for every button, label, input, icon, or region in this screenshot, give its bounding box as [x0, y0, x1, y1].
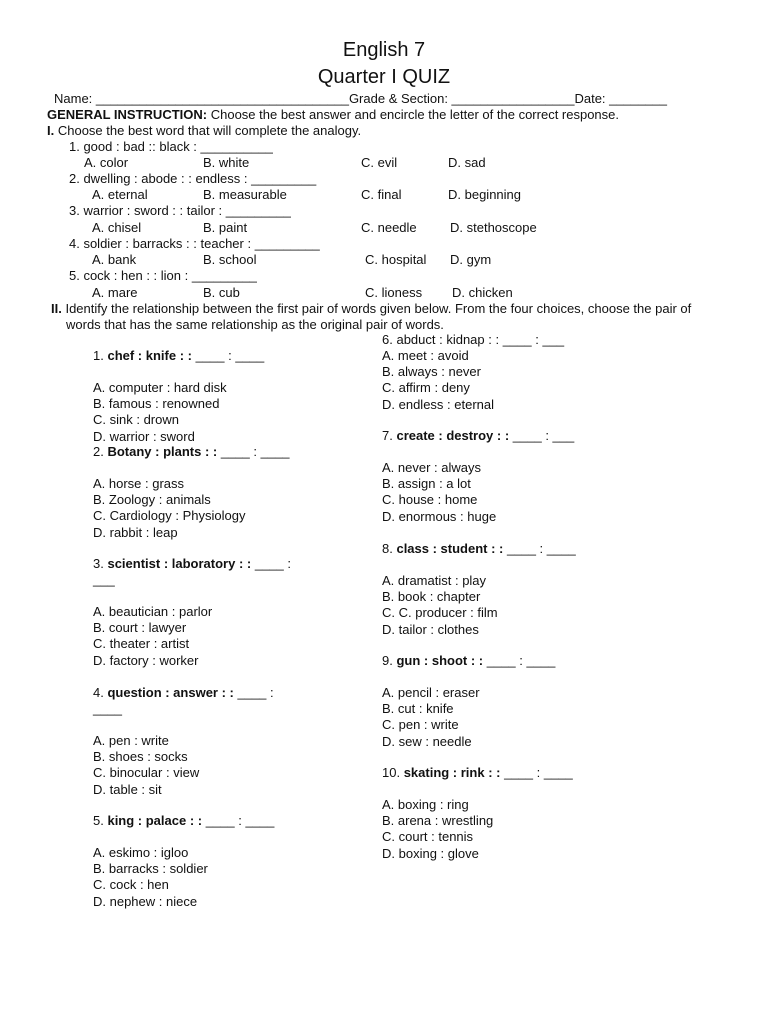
part-2-text-1: Identify the relationship between the first pair of words given below. From the four choices, choose the pair of: [61, 301, 692, 316]
answer-choice: C. affirm : deny: [382, 380, 470, 396]
answer-choice: B. always : never: [382, 364, 481, 380]
word-pair: chef : knife : :: [107, 348, 196, 363]
word-pair: skating : rink : :: [403, 765, 505, 780]
analogy-item: [382, 428, 574, 444]
answer-blank: ____ : ____: [195, 348, 265, 363]
item-number: 5.: [93, 813, 108, 828]
item-number: 1.: [93, 348, 108, 363]
analogy-item: [93, 556, 291, 572]
answer-choice-b: B. measurable: [203, 187, 287, 202]
answer-blank-continued: ____: [93, 701, 122, 716]
answer-blank: ____ :: [254, 556, 291, 571]
answer-choice: D. enormous : huge: [382, 508, 497, 524]
word-pair: abduct : kidnap : :: [396, 332, 503, 347]
analogy-question: 5. cock : hen : : lion : _________: [69, 268, 257, 283]
answer-blank: ____ : ____: [507, 541, 576, 556]
answer-choice: A. computer : hard disk: [93, 380, 227, 395]
quiz-subtitle: Quarter I QUIZ: [317, 66, 451, 88]
answer-blank: ____ :: [237, 685, 274, 700]
part-1-text: Choose the best word that will complete the analogy.: [54, 123, 362, 138]
analogy-question: 2. dwelling : abode : : endless : _________: [69, 171, 317, 186]
answer-choice: A. pen : write: [93, 733, 169, 748]
item-number: 9.: [382, 653, 397, 668]
general-instruction-label: GENERAL INSTRUCTION:: [47, 107, 208, 122]
answer-choice: C. cock : hen: [93, 877, 169, 893]
analogy-question: 4. soldier : barracks : : teacher : _________: [69, 236, 320, 251]
answer-choice: B. cut : knife: [382, 701, 454, 717]
item-number: 8.: [382, 541, 397, 556]
answer-blank: ____ : ____: [220, 444, 290, 459]
item-number: 3.: [93, 556, 108, 571]
answer-choice: A. meet : avoid: [382, 348, 469, 363]
answer-choice-c: C. final: [361, 187, 402, 202]
answer-choice: D. endless : eternal: [382, 396, 495, 412]
answer-choice-d: D. gym: [450, 252, 492, 267]
word-pair: gun : shoot : :: [396, 653, 487, 668]
answer-blank-continued: ___: [93, 572, 115, 587]
answer-choice: A. beautician : parlor: [93, 604, 213, 619]
analogy-question: 1. good : bad :: black : __________: [69, 139, 273, 154]
answer-choice: B. famous : renowned: [93, 396, 220, 412]
answer-choice: C. C. producer : film: [382, 605, 498, 621]
analogy-item: [93, 813, 274, 829]
answer-choice-c: C. lioness: [365, 285, 423, 300]
answer-choice: B. arena : wrestling: [382, 813, 494, 829]
answer-choice-d: D. sad: [448, 155, 486, 170]
part-2-label: II.: [51, 301, 62, 316]
answer-choice: A. never : always: [382, 460, 481, 475]
answer-choice-d: D. stethoscope: [450, 220, 537, 235]
analogy-item: [93, 348, 264, 364]
analogy-item: [382, 541, 576, 557]
answer-choice: D. tailor : clothes: [382, 621, 479, 637]
general-instruction-text: Choose the best answer and encircle the letter of the correct response.: [207, 107, 620, 122]
part-1-instruction: [47, 123, 361, 139]
part-2-instruction-line-2: words that has the same relationship as the original pair of words.: [66, 317, 444, 332]
answer-blank: ____ : ___: [512, 428, 575, 443]
answer-choice: A. dramatist : play: [382, 573, 487, 588]
answer-choice: D. warrior : sword: [93, 428, 195, 444]
answer-choice-b: B. white: [203, 155, 250, 170]
answer-blank: ____ : ____: [504, 765, 573, 780]
analogy-item: [382, 765, 573, 781]
answer-blank: ____ : ____: [486, 653, 556, 668]
answer-choice-a: A. mare: [92, 285, 138, 300]
answer-choice-c: C. hospital: [365, 252, 427, 267]
answer-blank: ____ : ___: [502, 332, 565, 347]
answer-choice: B. court : lawyer: [93, 620, 187, 636]
answer-choice: B. assign : a lot: [382, 476, 471, 492]
answer-choice-a: A. bank: [92, 252, 137, 267]
word-pair: scientist : laboratory : :: [107, 556, 255, 571]
answer-choice: C. house : home: [382, 492, 478, 508]
answer-choice: B. barracks : soldier: [93, 861, 208, 877]
answer-choice-b: B. school: [203, 252, 257, 267]
answer-choice: B. shoes : socks: [93, 749, 188, 765]
answer-choice: A. eskimo : igloo: [93, 845, 189, 860]
answer-choice: A. horse : grass: [93, 476, 185, 491]
item-number: 10.: [382, 765, 404, 780]
answer-choice: D. sew : needle: [382, 733, 472, 749]
analogy-item: [93, 685, 274, 701]
analogy-item: [382, 653, 555, 669]
word-pair: create : destroy : :: [396, 428, 513, 443]
answer-choice: C. court : tennis: [382, 829, 474, 845]
part-1-label: I.: [47, 123, 55, 138]
item-number: 2.: [93, 444, 108, 459]
answer-choice: A. boxing : ring: [382, 797, 469, 812]
answer-choice: D. rabbit : leap: [93, 524, 178, 540]
word-pair: king : palace : :: [107, 813, 206, 828]
answer-choice: A. pencil : eraser: [382, 685, 480, 700]
item-number: 4.: [93, 685, 108, 700]
answer-choice-b: B. cub: [203, 285, 240, 300]
answer-choice: C. sink : drown: [93, 412, 179, 428]
answer-choice-a: A. chisel: [92, 220, 142, 235]
analogy-item: [382, 332, 564, 348]
answer-choice-b: B. paint: [203, 220, 248, 235]
answer-blank: ____ : ____: [205, 813, 275, 828]
answer-choice-c: C. evil: [361, 155, 398, 170]
answer-choice-d: D. chicken: [452, 285, 513, 300]
analogy-question: 3. warrior : sword : : tailor : _________: [69, 203, 291, 218]
answer-choice: D. table : sit: [93, 781, 162, 797]
answer-choice-a: A. eternal: [92, 187, 148, 202]
answer-choice: B. book : chapter: [382, 589, 481, 605]
quiz-title: English 7: [342, 39, 426, 61]
analogy-item: [93, 444, 290, 460]
answer-choice: C. pen : write: [382, 717, 459, 733]
student-info-line: Name: ___________________________________Grade & Section: _________________Date: ________: [54, 91, 667, 106]
answer-choice: C. binocular : view: [93, 765, 200, 781]
item-number: 6.: [382, 332, 397, 347]
answer-choice: D. factory : worker: [93, 652, 199, 668]
part-2-instruction-line-1: [51, 301, 691, 317]
answer-choice: D. nephew : niece: [93, 893, 198, 909]
answer-choice-c: C. needle: [361, 220, 417, 235]
word-pair: question : answer : :: [107, 685, 238, 700]
answer-choice: D. boxing : glove: [382, 845, 479, 861]
word-pair: class : student : :: [396, 541, 507, 556]
word-pair: Botany : plants : :: [107, 444, 221, 459]
answer-choice: B. Zoology : animals: [93, 492, 211, 508]
answer-choice-a: A. color: [84, 155, 129, 170]
answer-choice: C. Cardiology : Physiology: [93, 508, 246, 524]
item-number: 7.: [382, 428, 397, 443]
answer-choice: C. theater : artist: [93, 636, 190, 652]
general-instruction: [47, 107, 619, 123]
answer-choice-d: D. beginning: [448, 187, 521, 202]
